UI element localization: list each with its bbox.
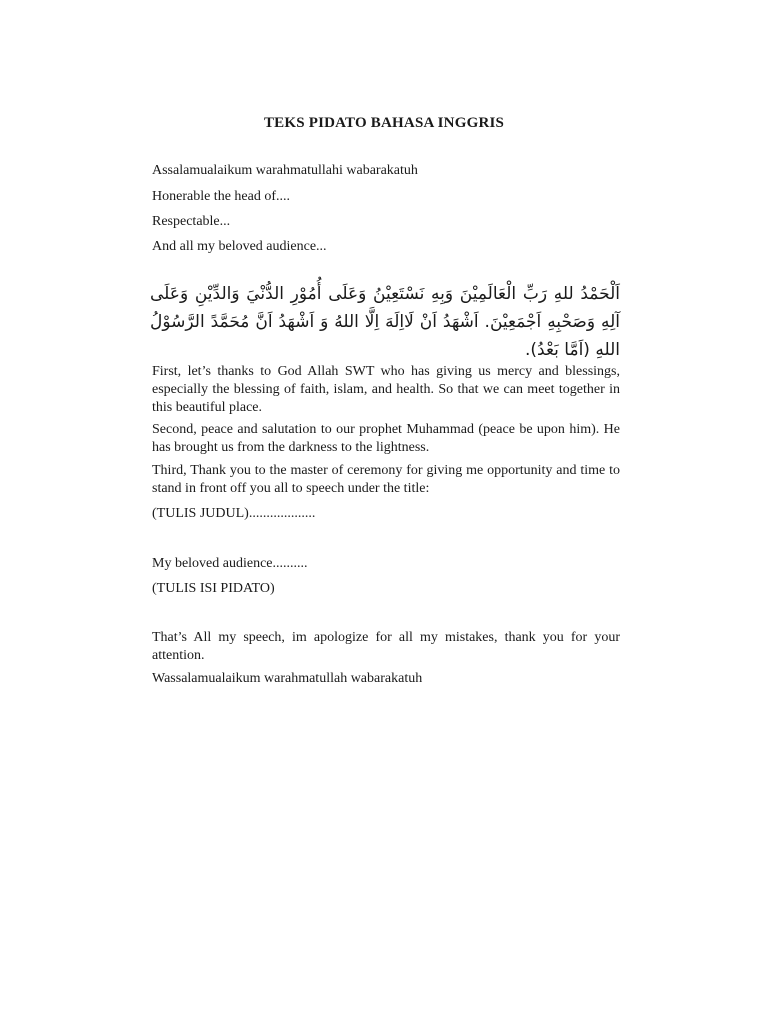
closing-paragraph: That’s All my speech, im apologize for all my mistakes, thank you for your attention. xyxy=(152,630,620,663)
arabic-opening-text: اَلْحَمْدُ للهِ رَبِّ الْعَالَمِيْنَ وَبِهِ نَسْتَعِيْنُ وَعَلَى أُمُوْرِ الدُّنْيَ وَالدِّيْنِ وَعَلَى آلِهِ وَصَحْبِهِ اَجْمَعِيْنَ. اَشْهَدُ اَنْ لَااِلَهَ اِلَّا اللهُ وَ اَشْهَدُ اَنَّ مُحَمَّدً الرَّسُوْلُ اللهِ (اَمَّا بَعْدُ). xyxy=(150,284,620,360)
title-placeholder: (TULIS JUDUL)................... xyxy=(152,506,316,521)
paragraph-third: Third, Thank you to the master of ceremony for giving me opportunity and time to stand in front off you all to speech under the title: xyxy=(152,463,620,496)
greeting-line-salam: Assalamualaikum warahmatullahi wabarakatuh xyxy=(152,163,418,178)
document-title: TEKS PIDATO BAHASA INGGRIS xyxy=(263,115,505,131)
paragraph-first: First, let’s thanks to God Allah SWT who has giving us mercy and blessings, especially the blessing of faith, islam, and health. So that we can meet together in this beautiful place. xyxy=(152,364,620,415)
paragraph-second: Second, peace and salutation to our prophet Muhammad (peace be upon him). He has brought us from the darkness to the lightness. xyxy=(152,422,620,455)
content-placeholder: (TULIS ISI PIDATO) xyxy=(152,581,275,596)
greeting-line-head: Honerable the head of.... xyxy=(152,189,290,204)
farewell-line: Wassalamualaikum warahmatullah wabarakatuh xyxy=(152,671,423,686)
greeting-line-audience: And all my beloved audience... xyxy=(152,239,327,254)
greeting-line-respectable: Respectable... xyxy=(152,214,231,229)
beloved-audience-line: My beloved audience.......... xyxy=(152,556,308,571)
